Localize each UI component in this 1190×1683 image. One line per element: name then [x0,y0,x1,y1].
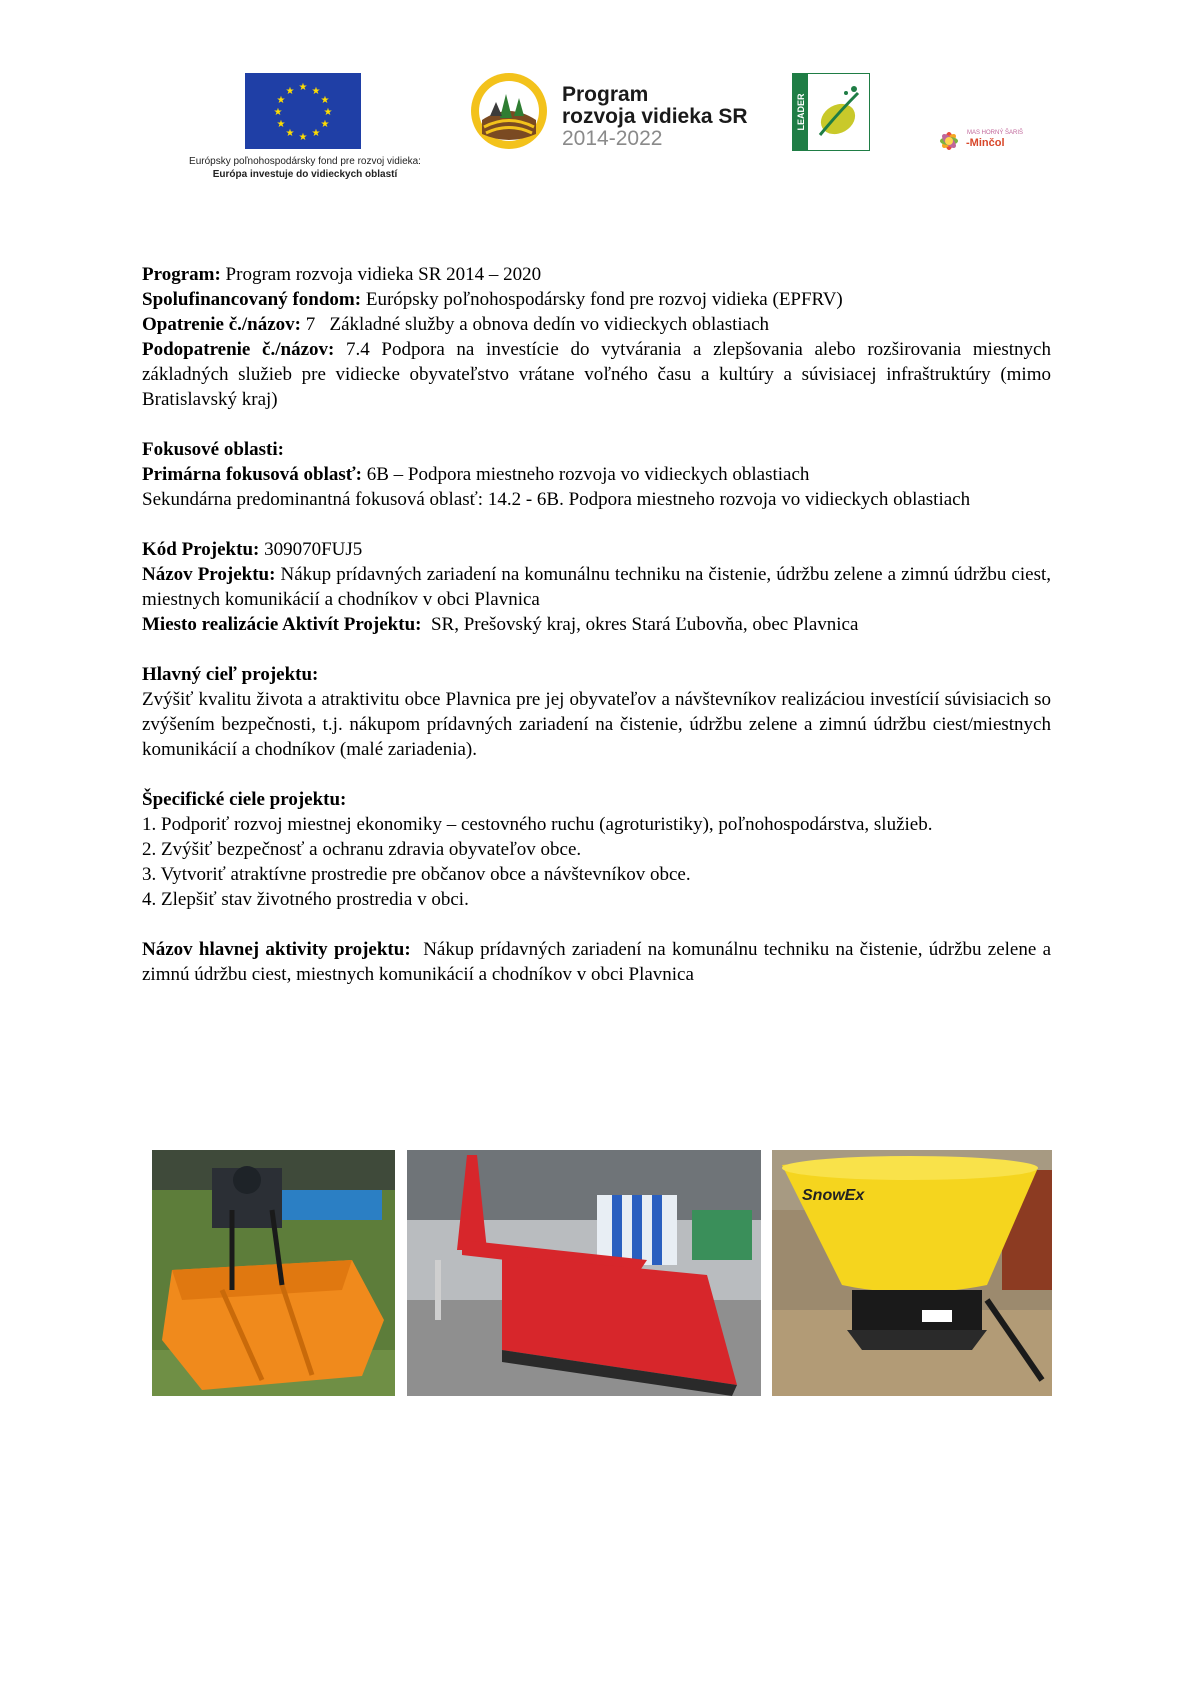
photo-snow-blade [407,1150,761,1396]
svg-text:★: ★ [298,132,308,143]
prv-line3: 2014-2022 [562,127,663,150]
measure-line: Opatrenie č./názov: 7 Základné služby a obnova dedín vo vidieckych oblastiach [142,314,770,335]
main-goal-text: Zvýšiť kvalitu života a atraktivitu obce Plavnica pre jej obyvateľov a návštevníkov realizáciou investícií súvisiacich so zvýšením bezpečnosti, t.j. nákupom prídavných zariadení na čistenie, údržbu zelene a zimnú údržbu ciest/miestnych komunikácií a chodníkov (malé zariadenia). [142,689,1051,760]
svg-text:★: ★ [320,95,330,106]
eu-caption [150,155,460,181]
svg-text:★: ★ [323,107,333,118]
prv-line1: Program [562,83,649,106]
mas-line1: MAS HORNÝ ŠARIŠ [967,130,1024,136]
focus-primary: Primárna fokusová oblasť: 6B – Podpora miestneho rozvoja vo vidieckych oblastiach [142,464,810,485]
program-line: Program: Program rozvoja vidieka SR 2014 – 2020 [142,264,542,285]
project-place: Miesto realizácie Aktivít Projektu: SR, Prešovský kraj, okres Stará Ľubovňa, obec Plavnica [142,614,859,635]
cofinanced-line: Spolufinancovaný fondom: Európsky poľnohospodársky fond pre rozvoj vidieka (EPFRV) [142,289,843,310]
specific-goal-item: 3. Vytvoriť atraktívne prostredie pre občanov obce a návštevníkov obce. [142,864,691,885]
svg-text:★: ★ [311,128,321,139]
spreader-brand-label: SnowEx [802,1187,865,1204]
main-activity: Názov hlavnej aktivity projektu: Nákup prídavných zariadení na komunálnu techniku na čistenie, údržbu zelene a zimnú údržbu ciest, miestnych komunikácií a chodníkov v obci Plavnica [142,939,1056,985]
main-goal-heading: Hlavný cieľ projektu: [142,664,319,685]
specific-goal-item: 4. Zlepšiť stav životného prostredia v obci. [142,889,469,910]
specific-goal-item: 1. Podporiť rozvoj miestnej ekonomiky – cestovného ruchu (agroturistiky), poľnohospodárstva, služieb. [142,814,933,835]
photo-mulcher [152,1150,395,1396]
eu-caption-line2: Európa investuje do vidieckych oblastí [212,169,398,180]
eu-caption-line1: Európsky poľnohospodársky fond pre rozvoj vidieka: [189,156,421,167]
svg-text:★: ★ [298,82,308,93]
focus-heading: Fokusové oblasti: [142,439,284,460]
leader-logo [792,73,870,151]
project-name: Názov Projektu: Nákup prídavných zariadení na komunálnu techniku na čistenie, údržbu zelene a zimnú údržbu ciest, miestnych komunikácií a chodníkov v obci Plavnica [142,564,1051,610]
project-code: Kód Projektu: 309070FUJ5 [142,539,363,560]
svg-text:★: ★ [320,119,330,130]
svg-text:★: ★ [276,119,286,130]
eu-flag-logo [245,73,361,149]
specific-goals-heading: Špecifické ciele projektu: [142,789,347,810]
prv-line2: rozvoja vidieka SR [562,105,748,128]
mas-line2: -Minčol [966,137,1005,149]
photo-salt-spreader [772,1150,1052,1396]
leader-text: LEADER [796,93,806,131]
svg-text:★: ★ [285,86,295,97]
svg-text:★: ★ [273,107,283,118]
svg-text:★: ★ [276,95,286,106]
svg-text:★: ★ [285,128,295,139]
flower-icon [935,127,963,155]
eu-stars [245,73,361,149]
svg-text:★: ★ [311,86,321,97]
specific-goal-item: 2. Zvýšiť bezpečnosť a ochranu zdravia obyvateľov obce. [142,839,582,860]
project-info [142,262,1056,987]
prv-logo-text [562,84,748,150]
prv-emblem-logo [470,72,548,150]
submeasure-line: Podopatrenie č./názov: 7.4 Podpora na investície do vytvárania a zlepšovania alebo rozširovania miestnych základných služieb pre vidiecke obyvateľstvo vrátane voľného času a kultúry a súvisiacej infraštruktúry (mimo Bratislavský kraj) [142,339,1051,410]
focus-secondary: Sekundárna predominantná fokusová oblasť: 14.2 - 6B. Podpora miestneho rozvoja vo vidieckych oblastiach [142,489,971,510]
